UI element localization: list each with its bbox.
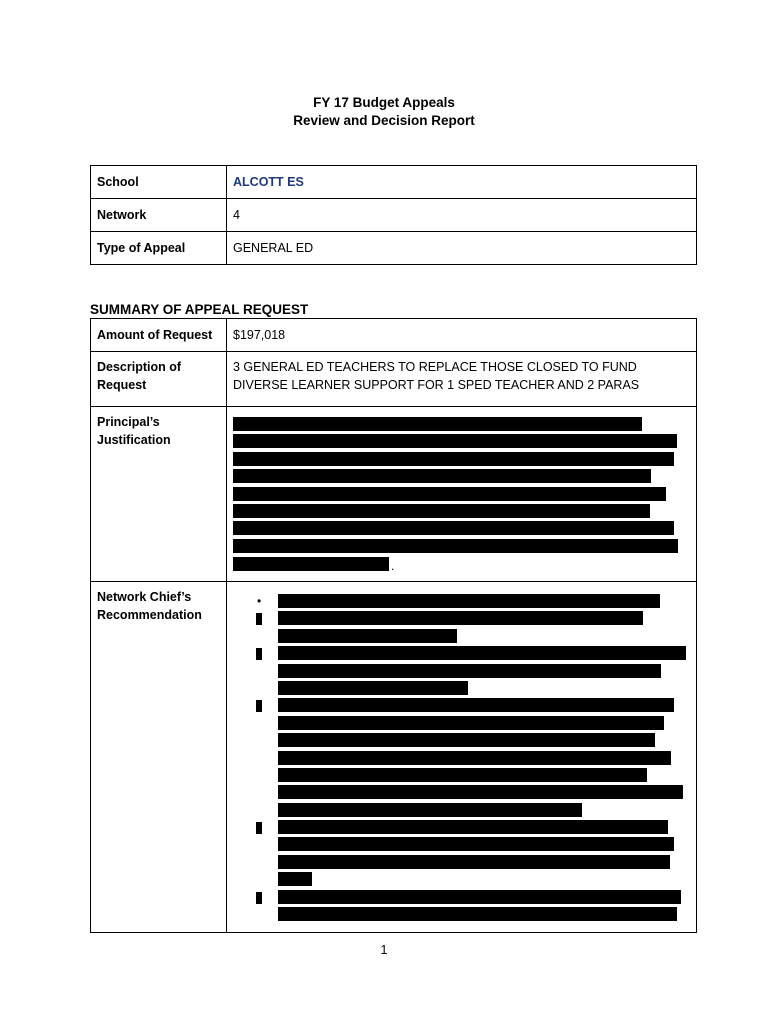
redaction-bar <box>278 785 683 799</box>
report-title <box>0 94 768 130</box>
redaction-bar <box>278 716 664 730</box>
list-item <box>278 611 690 642</box>
redaction-bar <box>278 733 655 747</box>
summary-heading: SUMMARY OF APPEAL REQUEST <box>90 302 309 317</box>
redaction-bar <box>278 751 671 765</box>
redaction-bar <box>233 469 651 483</box>
recommendation-redacted-list <box>227 582 697 933</box>
appeal-summary-table <box>90 318 697 933</box>
list-item <box>257 594 690 608</box>
appeal-type-value: GENERAL ED <box>227 232 697 265</box>
network-row <box>91 199 697 232</box>
redaction-bar <box>233 434 677 448</box>
redaction-bar <box>278 837 674 851</box>
network-value: 4 <box>227 199 697 232</box>
network-label: Network <box>91 199 227 232</box>
appeal-type-row <box>91 232 697 265</box>
redaction-bar <box>278 890 681 904</box>
list-item <box>278 890 690 921</box>
redaction-bar <box>278 611 643 625</box>
school-row <box>91 166 697 199</box>
bullet-icon <box>256 822 262 834</box>
school-info-table <box>90 165 697 265</box>
redaction-bar <box>278 698 674 712</box>
bullet-icon <box>256 648 262 660</box>
list-item <box>278 698 690 816</box>
bullet-icon <box>256 613 262 625</box>
redaction-bar <box>278 907 677 921</box>
recommendation-label: Network Chief’s Recommendation <box>91 582 227 933</box>
appeal-type-label: Type of Appeal <box>91 232 227 265</box>
amount-label: Amount of Request <box>91 319 227 352</box>
title-line-1: FY 17 Budget Appeals <box>313 95 455 110</box>
description-row <box>91 352 697 407</box>
justification-redacted-block <box>227 407 697 582</box>
redaction-bar <box>233 417 642 431</box>
trailing-period: . <box>391 559 395 574</box>
school-value: ALCOTT ES <box>227 166 697 199</box>
redaction-bar <box>278 681 468 695</box>
justification-label: Principal’s Justification <box>91 407 227 582</box>
redaction-bar <box>278 594 660 608</box>
redaction-bar <box>278 629 457 643</box>
redaction-bar <box>278 646 686 660</box>
redaction-bar <box>278 872 312 886</box>
redaction-bar <box>233 539 678 553</box>
redaction-bar <box>278 664 661 678</box>
redaction-bar <box>278 803 582 817</box>
bullet-icon <box>256 892 262 904</box>
recommendation-row <box>91 582 697 933</box>
list-item <box>278 646 690 695</box>
title-line-2: Review and Decision Report <box>293 113 475 128</box>
description-label: Description of Request <box>91 352 227 407</box>
bullet-icon: • <box>257 594 262 608</box>
justification-row <box>91 407 697 582</box>
bullet-icon <box>256 700 262 712</box>
page-number: 1 <box>380 943 388 957</box>
description-value: 3 GENERAL ED TEACHERS TO REPLACE THOSE CLOSED TO FUND DIVERSE LEARNER SUPPORT FOR 1 SPED TEACHER AND 2 PARAS <box>227 352 697 407</box>
redaction-bar <box>278 820 668 834</box>
redaction-bar <box>233 557 389 571</box>
redaction-bar <box>233 452 674 466</box>
list-item <box>278 820 690 886</box>
redaction-bar <box>278 855 670 869</box>
amount-row <box>91 319 697 352</box>
redaction-bar <box>278 768 647 782</box>
redaction-bar <box>233 487 666 501</box>
amount-value: $197,018 <box>227 319 697 352</box>
redaction-bar <box>233 521 674 535</box>
school-label: School <box>91 166 227 199</box>
redaction-bar <box>233 504 650 518</box>
redaction-last-line <box>233 556 690 574</box>
